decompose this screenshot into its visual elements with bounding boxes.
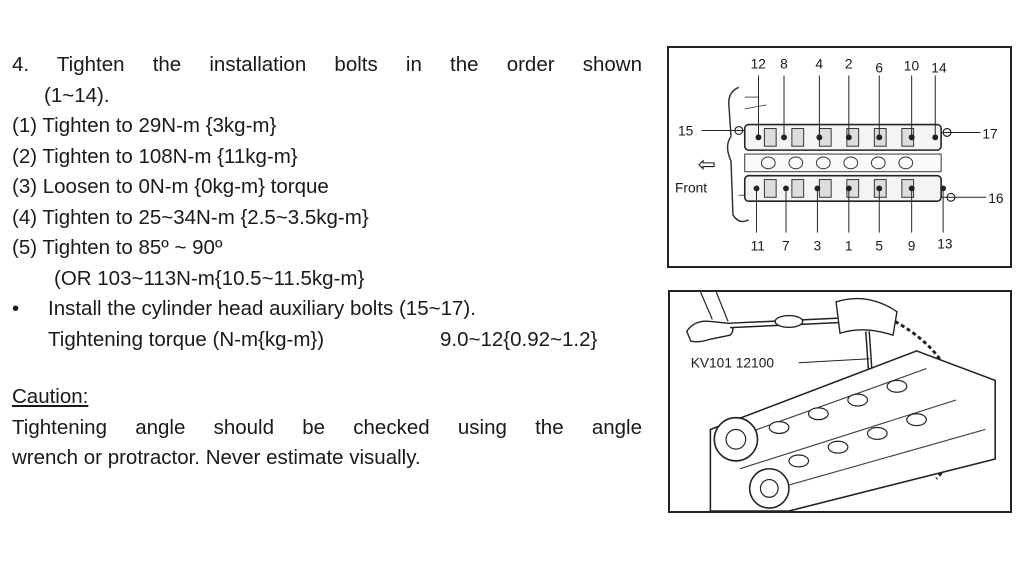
bolt-number-13: 13 [937,236,953,252]
substep-4: (4) Tighten to 25~34N-m {2.5~3.5kg-m} [12,205,369,229]
bullet-symbol: • [12,297,20,320]
bolt-number-9: 9 [907,238,916,254]
bolt-order-diagram [667,46,1012,268]
tightening-torque-row [12,325,642,356]
bolt-number-7: 7 [782,238,790,254]
bolt-number-12: 12 [750,56,766,72]
bolt-number-11: 11 [750,238,765,254]
substep-2: (2) Tighten to 108N-m {11kg-m} [12,144,298,168]
bolt-number-3: 3 [813,238,822,254]
front-label: Front [675,180,708,196]
bolt-number-15: 15 [677,123,694,139]
tightening-torque-value: 9.0~12{0.92~1.2} [440,327,598,351]
bolt-number-10: 10 [903,58,920,74]
cylinder-head-top-view [669,48,1010,266]
bolt-number-5: 5 [875,238,883,254]
tightening-torque-label: Tightening torque (N-m{kg-m}) [48,327,325,351]
substep-5: (5) Tighten to 85º ~ 90º [12,236,223,259]
substep-3: (3) Loosen to 0N-m {0kg-m} torque [12,175,329,198]
step-4-line-2: (1~14). [44,83,110,107]
bolt-number-16: 16 [988,191,1004,207]
bolt-number-4: 4 [815,56,824,72]
bolt-number-14: 14 [931,60,947,76]
substep-5-alternative: (OR 103~113N-m{10.5~11.5kg-m} [54,266,365,290]
bolt-number-2: 2 [844,56,853,72]
bolt-number-8: 8 [780,56,788,72]
angle-wrench-sketch [670,292,1010,511]
substep-1: (1) Tighten to 29N-m {3kg-m} [12,114,277,137]
tool-label-kv10112100: KV101 12100 [690,355,774,371]
step-4-line-1: 4. Tighten the installation bolts in the order shown [12,53,642,76]
bolt-number-6: 6 [875,60,883,76]
auxiliary-bolts-text: Install the cylinder head auxiliary bolts (15~17). [48,297,476,320]
bolt-number-1: 1 [844,238,853,254]
auxiliary-bolts-bullet [12,294,642,325]
caution-line-2: wrench or protractor. Never estimate visually. [12,446,421,469]
procedure-text [12,50,642,474]
caution-line-1: Tightening angle should be checked using the angle [12,415,642,439]
front-arrow-icon: ⇦ [697,151,716,177]
angle-wrench-illustration [668,290,1012,513]
bolt-number-17: 17 [982,126,998,142]
caution-title: Caution: [12,385,89,408]
